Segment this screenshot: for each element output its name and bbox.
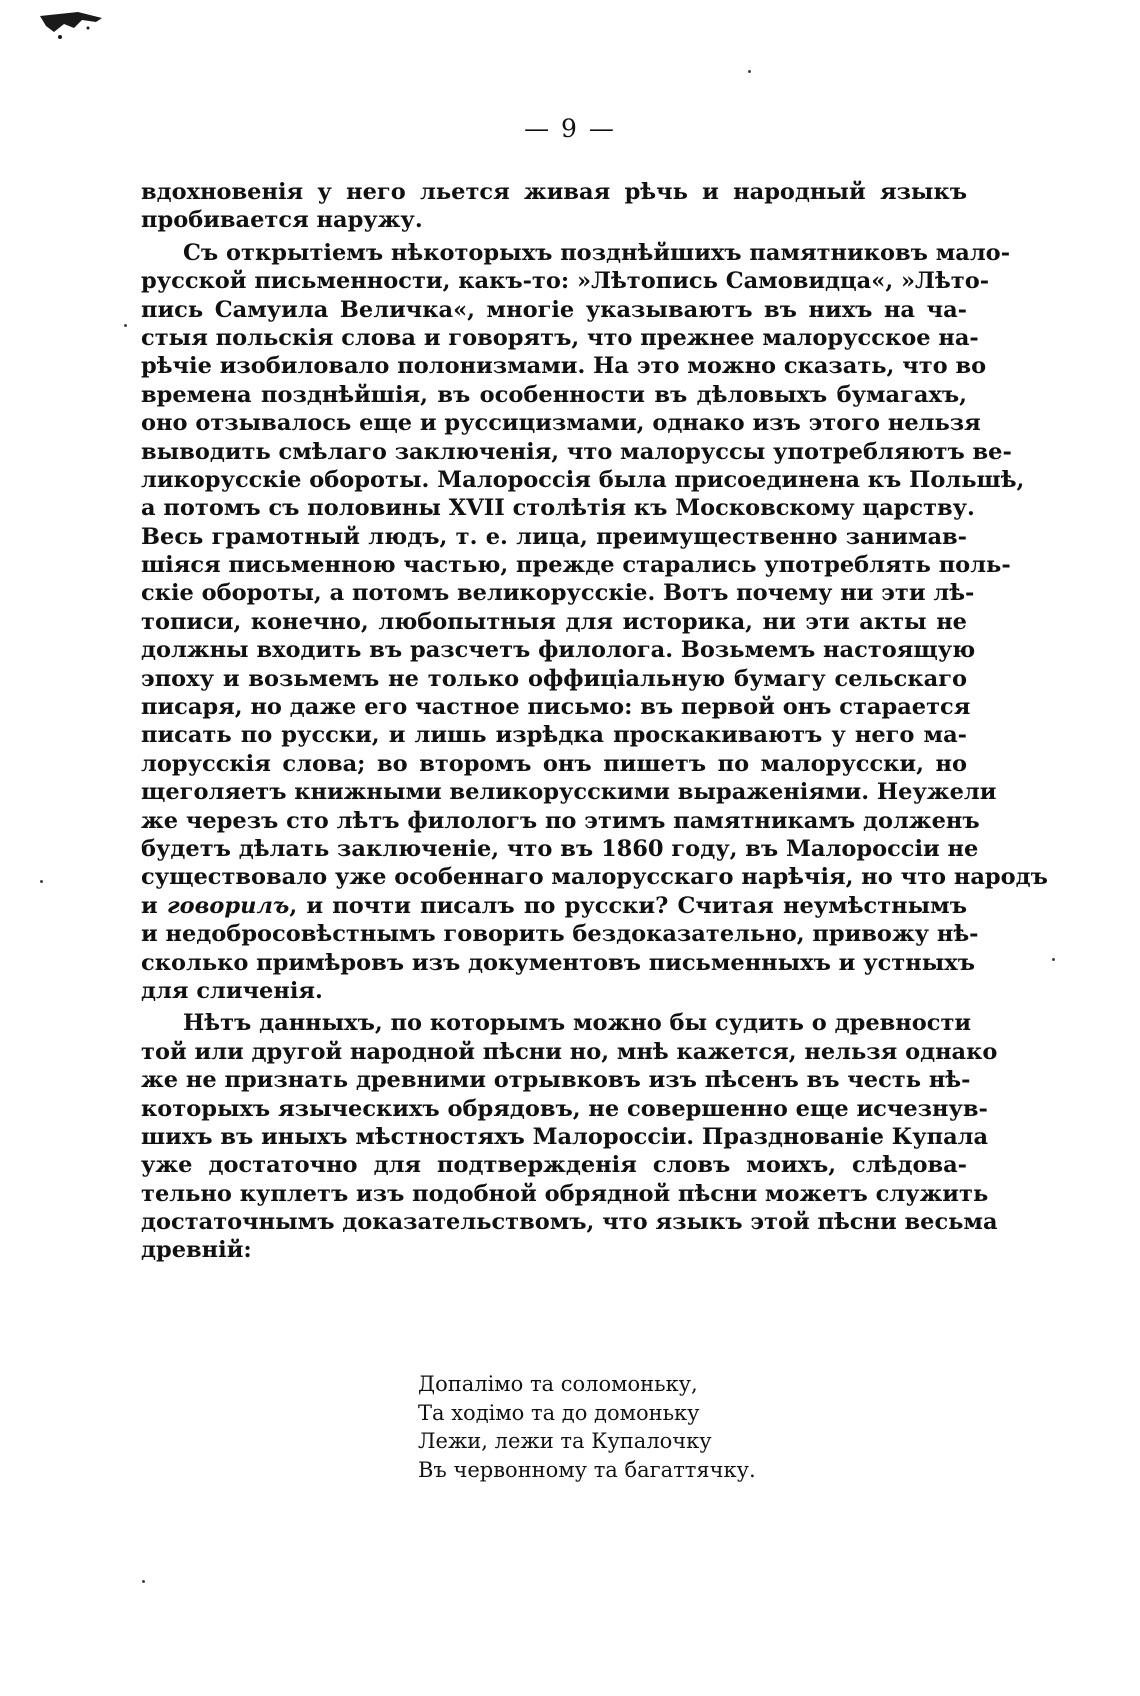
paper-speck [142,1580,145,1583]
text-line: ликорусскіе обороты. Малороссія была присоединена къ Польшѣ, [141,466,1025,493]
text-line: же черезъ сто лѣтъ филологъ по этимъ памятникамъ долженъ [141,807,980,834]
text-line: эпоху и возьмемъ не только оффиціальную бумагу сельскаго [141,665,967,692]
text-line: тельно куплетъ изъ подобной обрядной пѣсни можетъ служить [141,1180,989,1207]
poem-line: Допалімо та соломоньку, [418,1372,698,1396]
text-line: времена позднѣйшія, въ особенности въ дѣловыхъ бумагахъ, [141,381,967,408]
paragraph-2 [141,239,1048,1006]
text-line: пробивается наружу. [141,207,423,234]
text-line: достаточнымъ доказательствомъ, что языкъ этой пѣсни весьма [141,1209,998,1236]
paper-speck [1052,958,1055,961]
page-number: — 9 — [524,114,616,143]
text-line: вдохновенія у него льется живая рѣчь и народный языкъ [141,179,967,205]
paragraph-3 [141,1009,998,1265]
text-line: писать по русски, и лишь изрѣдка проскакиваютъ у него ма- [141,722,967,749]
text-line: лорусскія слова; во второмъ онъ пишетъ по малорусски, но [141,750,967,777]
text-line: и говорилъ, и почти писалъ по русски? Считая неумѣстнымъ [141,892,967,919]
text-line: рѣчіе изобиловало полонизмами. На это можно сказать, что во [141,353,987,380]
paper-speck [124,324,127,327]
poem-line: Лежи, лежи та Купалочку [418,1429,712,1453]
text-line: писаря, но даже его частное письмо: въ первой онъ старается [141,694,971,721]
text-line: а потомъ съ половины XVII столѣтія къ Московскому царству. [141,495,975,522]
text-line: скіе обороты, а потомъ великорусскіе. Вотъ почему ни эти лѣ- [141,580,975,607]
text-line: оно отзывалось еще и руссицизмами, однако изъ этого нельзя [141,410,981,437]
paper-speck [748,70,751,73]
poem-verse [418,1370,756,1484]
text-line: тописи, конечно, любопытныя для историка, ни эти акты не [141,608,967,635]
text-line: уже достаточно для подтвержденія словъ моихъ, слѣдова- [141,1152,967,1179]
text-line: Съ открытіемъ нѣкоторыхъ позднѣйшихъ памятниковъ мало- [183,239,1011,266]
text-line: будетъ дѣлать заключеніе, что въ 1860 году, въ Малороссіи не [141,835,979,862]
text-line: которыхъ языческихъ обрядовъ, не совершенно еще исчезнув- [141,1095,988,1122]
paper-speck [40,880,43,883]
text-line: древній: [141,1237,252,1264]
text-line: должны входить въ разсчетъ филолога. Возьмемъ настоящую [141,637,976,664]
text-line: Весь грамотный людъ, т. е. лица, преимущественно занимав- [141,523,967,550]
text-line: Нѣтъ данныхъ, по которымъ можно бы судить о древности [183,1010,972,1037]
paragraph-1 [141,178,967,235]
text-line: щеголяетъ книжными великорусскими выраженіями. Неужели [141,779,997,806]
text-line: сколько примѣровъ изъ документовъ письменныхъ и устныхъ [141,949,975,976]
text-line: же не признать древними отрывковъ изъ пѣсенъ въ честь нѣ- [141,1067,971,1094]
ink-blot-mark [38,10,108,40]
text-line: и недобросовѣстнымъ говорить бездоказательно, привожу нѣ- [141,921,979,948]
emphasized-word: говорилъ [166,892,290,919]
text-line: русской письменности, какъ-то: »Лѣтопись Самовидца«, »Лѣто- [141,268,990,295]
text-line: стыя польскія слова и говорятъ, что прежнее малорусское на- [141,324,979,351]
text-line: шихъ въ иныхъ мѣстностяхъ Малороссіи. Празднованіе Купала [141,1123,989,1150]
text-line: пись Самуила Величка«, многіе указываютъ въ нихъ на ча- [141,296,967,323]
poem-line: Та ходімо та до домоньку [418,1400,700,1425]
text-line: шіяся письменною частью, прежде старались употреблять поль- [141,552,1011,579]
text-line: существовало уже особеннаго малорусскаго нарѣчія, но что народъ [141,864,1048,891]
text-line: выводить смѣлаго заключенія, что малоруссы употребляютъ ве- [141,438,1012,465]
poem-line: Въ червонному та багаттячку. [418,1457,756,1482]
body-text [141,178,1048,1265]
text-line: для сличенія. [141,977,323,1004]
text-line: той или другой народной пѣсни но, мнѣ кажется, нельзя однако [141,1038,998,1065]
